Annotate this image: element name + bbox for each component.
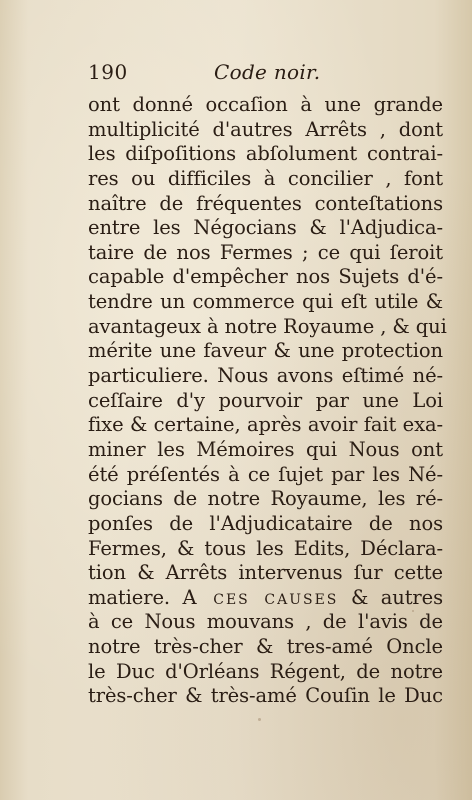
text-line: fixe & certaine, après avoir fait exa- [88,413,443,437]
text-line: Fermes, & tous les Edits, Déclara- [88,536,443,560]
foxing-spot [258,718,261,721]
text-line: très-cher & très-amé Couſin le Duc [88,684,443,708]
text-line: été préſentés à ce ſujet par les Né- [88,462,443,486]
text-line: gocians de notre Royaume, les ré- [88,487,443,511]
text-line: naître de fréquentes conteſtations [88,191,443,215]
text-line: le Duc d'Orléans Régent, de notre [88,659,443,683]
text-line: ceſſaire d'y pourvoir par une Loi [88,388,443,412]
small-caps-phrase: A ces causes [182,585,339,609]
text-line: multiplicité d'autres Arrêts , dont [88,117,443,141]
foxing-spot [412,610,414,612]
text-line: ont donné occaſion à une grande [88,93,443,116]
text-line-end: & autres [350,585,444,609]
text-line: notre très-cher & tres-amé Oncle [88,635,443,659]
text-line: taire de nos Fermes ; ce qui ſeroit [88,240,443,264]
text-line: à ce Nous mouvans , de l'avis de [88,610,443,634]
text-line: ponſes de l'Adjudicataire de nos [88,511,443,535]
text-line: tendre un commerce qui eſt utile & [88,290,443,314]
text-line: tion & Arrêts intervenus ſur cette [88,561,443,585]
text-line: capable d'empêcher nos Sujets d'é- [88,265,443,289]
text-line: miner les Mémoires qui Nous ont [88,437,443,461]
page-number: 190 [88,60,128,84]
running-head [88,60,440,88]
text-line-start: matiere. [88,585,170,609]
text-line: res ou difficiles à concilier , font [88,166,443,190]
text-line: mérite une faveur & une protection [88,339,443,363]
text-line: avantageux à notre Royaume , & qui [88,314,447,338]
text-line: entre les Négocians & l'Adjudica- [88,216,443,240]
body-text [88,93,447,709]
text-line-mixed [88,586,443,611]
running-title: Code noir. [214,60,321,84]
text-line: les diſpoſitions abſolument contrai- [88,142,443,166]
text-line: particuliere. Nous avons eſtimé né- [88,364,443,388]
